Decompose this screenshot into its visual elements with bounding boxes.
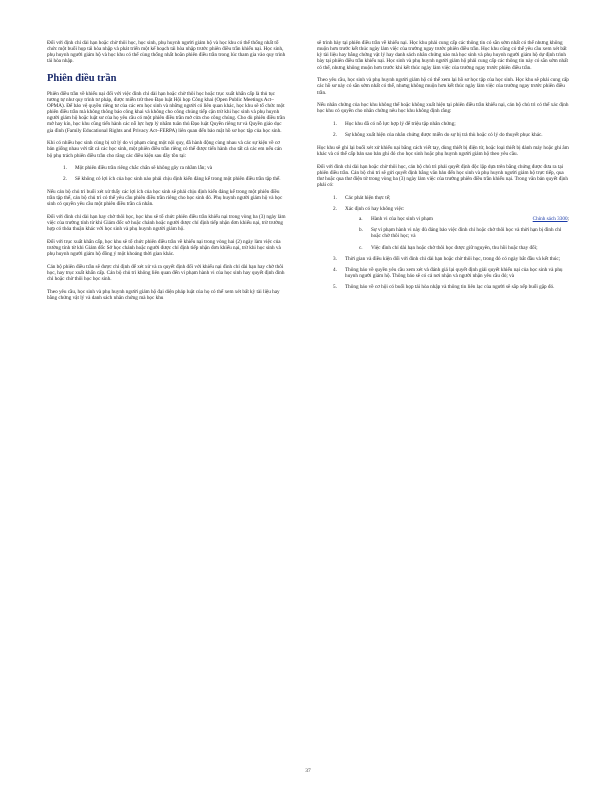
- list-text: Xác định có hay không việc:: [345, 205, 405, 212]
- list-number: 1.: [333, 194, 337, 201]
- paragraph: Khi có nhiều học sinh cùng bị xử lý do vi phạm cùng một nội quy, đã hành động cùng nhau và các sự kiện về cơ bản giống nhau với tất cả các học sinh, một phiên điều trần riêng có thể được tiến hành cho tất cả các em nếu cán bộ phụ trách phiên điều trần cho rằng các điều kiện sau đây tồn tại:: [47, 140, 282, 159]
- paragraph: Nếu nhân chứng của học khu không thể hoặc không xuất hiện tại phiên điều trần khiếu nại, cán bộ chủ trì có thể xác định học khu có quyền cho nhân chứng nêu học khu không định rằng:: [317, 102, 569, 115]
- policy-link[interactable]: Chính sách 3300: [532, 216, 568, 223]
- list-item: [317, 132, 569, 138]
- paragraph: Đối với đình chỉ dài hạn hay chờ thôi học, học khu sẽ tổ chức phiên điều trần khiếu nại trong vòng ba (3) ngày làm việc của trường tính từ khi Giám đốc sở hoặc chánh hoặc người được chỉ định tiếp nhận đơn khiếu nại, trừ trường hợp có thỏa thuận khác với học sinh và phụ huynh người giám hộ.: [47, 213, 286, 233]
- list-number: 2.: [333, 132, 337, 139]
- list-number: 5.: [333, 284, 337, 291]
- list-item: [317, 267, 569, 279]
- list-text: Một phiên điều trần riêng chắc chắn sẽ không gây ra nhầm lẫn; và: [75, 165, 212, 172]
- list-item: [317, 206, 569, 251]
- list-number: 1.: [63, 165, 67, 172]
- paragraph: Theo yêu cầu, học sinh và phụ huynh người giám hộ có thể xem lại hồ sơ học tập của học sinh. Học khu sẽ phải cung cấp các hồ sơ này có sẵn sớm nhất có thể, nhưng không muộn hơn kết thúc ngày làm việc của trường ngay trước phiên điều trần.: [317, 77, 569, 96]
- list-item: [345, 216, 569, 222]
- paragraph: Đối với định chỉ dài hạn hoặc chờ thôi học, học sinh, phụ huynh người giám hộ và học khu có thể thống nhất tổ chức một buổi họp tái hòa nhập và phát triển một kế hoạch tái hòa nhập trước phiên điều trần khiếu nại. Học sinh, phụ huynh người giám hộ và học khu có thể cùng thống nhất hoãn phiên điều trần trong lúc tham gia vào quy trình tái hòa nhập.: [47, 40, 286, 65]
- list-number: 2.: [63, 176, 67, 183]
- numbered-list: [317, 195, 569, 291]
- list-item: [317, 195, 569, 201]
- list-text: Các phát hiện thực tế;: [345, 194, 391, 201]
- numbered-list: [317, 121, 569, 138]
- lettered-list: [345, 216, 569, 251]
- list-text: Sự không xuất hiện của nhân chứng được miễn do sợ bị trả thù hoặc có lý do thuyết phục khác.: [345, 132, 543, 139]
- paragraph: Đối với đình chỉ dài hạn hoặc chờ thôi học, cán bộ chủ trì phải quyết định độc lập dựa trên bằng chứng được đưa ra tại phiên điều trần. Cán bộ chủ trì sẽ gửi quyết định bằng văn bản đến học sinh và phụ huynh người giám hộ trực tiếp, qua thư hoặc qua thư điện tử trong vòng ba (3) ngày làm việc của trường phiên điều trần khiếu nại. Trong văn bản quyết định phải có:: [317, 163, 568, 189]
- list-item: [47, 165, 287, 171]
- paragraph: Theo yêu cầu, học sinh và phụ huynh người giám hộ đại diện pháp luật của họ có thể xem xét bất kỳ tài liệu hay bằng chứng vật lý và danh sách nhân chứng mà học khu: [47, 288, 280, 302]
- list-number: 2.: [333, 205, 337, 212]
- list-item: [345, 245, 569, 251]
- list-letter: b.: [359, 227, 363, 234]
- paragraph: Đối với trục xuất khẩn cấp, học khu sẽ tổ chức phiên điều trần về khiếu nại trong vòng hai (2) ngày làm việc của trường tính từ khi Giám đốc Sở học chánh hoặc người được chỉ định tiếp nhận đơn khiếu nại, trừ khi học sinh và phụ huynh người giám hộ đồng ý một khoảng thời gian khác.: [47, 238, 281, 258]
- right-column: [317, 40, 569, 297]
- list-text: Việc đình chỉ dài hạn hoặc chờ thôi học được giữ nguyên, thu hồi hoặc thay đổi;: [371, 244, 538, 251]
- list-item: [317, 256, 569, 262]
- list-text: Thời gian và điều kiện đối với đình chỉ dài hạn hoặc chờ thôi học, trong đó có ngày bắt đầu và kết thúc;: [345, 255, 561, 262]
- paragraph: sẽ trình bày tại phiên điều trần về khiếu nại. Học khu phải cung cấp các thông tin có sẵn sớm nhất có thể nhưng không muộn hơn trước kết thúc ngày làm việc của trường ngay trước phiên điều trần. Học khu cũng có thể yêu cầu xem xét bất kỳ tài liệu hay bằng chứng vật lý hay danh sách nhân chứng nào mà học sinh và phụ huynh người giám hộ dự định trình bày tại phiên điều trần khiếu nại. Học sinh và phụ huynh người giám hộ phải cung cấp các thông tin này có sẵn sớm nhất có thể, nhưng không muộn hơn trước khi kết thúc ngày làm việc của trường ngay trước phiên điều trần.: [317, 40, 568, 71]
- list-text: Thông báo về quyền yêu cầu xem xét và đánh giá lại quyết định giải quyết khiếu nại của học sinh và phụ huynh người giám hộ. Thông báo sẽ có cả nơi nhận và người nhận yêu cầu đó; và: [345, 266, 563, 280]
- list-text: Thông báo về cơ hội có buổi họp tái hòa nhập và thông tin liên lạc của người sẽ sắp xếp buổi gặp đó.: [345, 284, 555, 291]
- list-item: [345, 227, 569, 239]
- paragraph: Nếu cán bộ chủ trì buổi xét xử thấy các lợi ích của học sinh sẽ phải chịu định kiến đáng kể trong một phiên điều trần tập thể, cán bộ chủ trì có thể yêu cầu phiên điều trần riêng cho học sinh đó. Phụ huynh người giám hộ và học sinh có quyền yêu cầu một phiên điều trần cá nhân.: [47, 189, 283, 208]
- section-heading: Phiên điều trần: [47, 72, 117, 84]
- list-text: Hành vi của học sinh vi phạm: [371, 216, 433, 223]
- paragraph: Học khu sẽ ghi lại buổi xét xử khiếu nại bằng cách viết tay, dùng thiết bị điện tử, hoặc loại thiết bị dành máy hoặc ghi âm khác và có thể cấp bản sao bản ghi đó cho học sinh hoặc phụ huynh người giám hộ theo yêu cầu.: [317, 144, 569, 158]
- list-letter: a.: [359, 216, 363, 223]
- list-text: Học khu đã có nỗ lực hợp lý để triệu tập nhân chứng;: [345, 121, 456, 128]
- paragraph: Phiên điều trần về khiếu nại đối với việc đình chỉ dài hạn hoặc chờ thôi học hoặc trục xuất khẩn cấp là thủ tục tương tự như quy trình tư pháp, được miễn trừ theo Đạo luật Hội họp Công khai (Open Public Meetings Act–OPMA). Để bảo vệ quyền riêng tư của các em học sinh và những người có liên quan khác, học khu sẽ tổ chức một phiên điều trần mà không thông báo công khai và không cho công chúng tiếp cận trừ khi học sinh và phụ huynh người giám hộ hoặc luật sư của họ yêu cầu có một phiên điều trần mở cửa cho công chúng. Cho dù phiên điều trần mở hay kín, học khu cũng tiến hành các nỗ lực hợp lý nhằm tuân thủ Đạo luật Quyền riêng tư và Quyền giáo dục gia đình (Family Educational Rights and Privacy Act–FERPA) liên quan đến bảo mật hồ sơ học tập của học sinh.: [47, 90, 285, 134]
- paragraph: Cán bộ phiên điều trần sẽ được chỉ định để xét xử và ra quyết định đối với khiếu nại đình chỉ dài hạn hay chờ thôi học, hay trục xuất khẩn cấp. Cán bộ chủ trì không liên quan đến vi phạm hành vi của học sinh hay quyết định đình chỉ hoặc chờ thôi học học sinh.: [47, 263, 285, 283]
- link-tail: ;: [567, 216, 569, 223]
- list-text: Sẽ không có lợi ích của học sinh nào phải chịu định kiến đáng kể trong một phiên điều trần tập thể.: [75, 176, 281, 183]
- list-text-row: [371, 216, 569, 222]
- list-text: Sự vi phạm hành vi này đủ đáng bảo việc đình chỉ hoặc chờ thôi học và thời hạn bị đình chỉ hoặc chờ thôi học; và: [371, 227, 562, 240]
- left-column: [47, 40, 287, 308]
- list-item: [317, 121, 569, 127]
- list-number: 4.: [333, 266, 337, 273]
- list-item: [317, 284, 569, 290]
- page-number: 37: [305, 768, 311, 774]
- list-number: 1.: [333, 121, 337, 128]
- numbered-list: [47, 165, 287, 182]
- list-number: 3.: [333, 255, 337, 262]
- list-item: [47, 176, 287, 182]
- list-letter: c.: [359, 244, 363, 251]
